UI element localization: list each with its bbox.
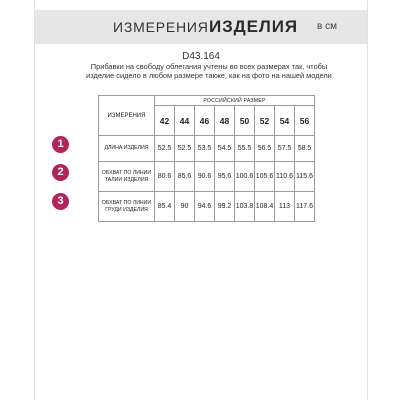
header-measurements: ИЗМЕРЕНИЯ (113, 19, 209, 35)
value-cell: 90.6 (195, 162, 215, 192)
size-header-cell: 42 (155, 106, 175, 136)
fit-note: Прибавки на свободу облегания учтены во всех размерах так, чтобы изделие сидело в любом размере также, как на фото на нашей модели (86, 62, 332, 80)
header-bar (35, 10, 367, 44)
value-cell: 58.5 (295, 136, 315, 162)
value-cell: 57.5 (275, 136, 295, 162)
value-cell: 94.6 (195, 192, 215, 222)
value-cell: 54.5 (215, 136, 235, 162)
russian-size-header: РОССИЙСКИЙ РАЗМЕР (155, 96, 315, 106)
product-code: D43.164 (182, 51, 220, 62)
table-row (99, 136, 315, 162)
table-row (99, 192, 315, 222)
value-cell: 80.6 (155, 162, 175, 192)
measurements-column-header: ИЗМЕРЕНИЯ (99, 96, 155, 136)
value-cell: 99.2 (215, 192, 235, 222)
header-product: ИЗДЕЛИЯ (209, 17, 298, 36)
value-cell: 117.6 (295, 192, 315, 222)
value-cell: 113 (275, 192, 295, 222)
value-cell: 100.6 (235, 162, 255, 192)
row-label: ОБХВАТ ПО ЛИНИИ ТАЛИИ ИЗДЕЛИЯ (99, 162, 155, 192)
size-header-cell: 48 (215, 106, 235, 136)
value-cell: 55.5 (235, 136, 255, 162)
size-header-cell: 44 (175, 106, 195, 136)
header-unit: в см (317, 21, 337, 32)
value-cell: 95.6 (215, 162, 235, 192)
value-cell: 52.5 (175, 136, 195, 162)
table-row (99, 162, 315, 192)
row-2-number-badge: 2 (52, 164, 69, 181)
value-cell: 105.6 (255, 162, 275, 192)
size-table (98, 95, 315, 222)
row-1-number-badge: 1 (52, 136, 69, 153)
value-cell: 103.8 (235, 192, 255, 222)
value-cell: 53.5 (195, 136, 215, 162)
row-label: ДЛИНА ИЗДЕЛИЯ (99, 136, 155, 162)
size-header-cell: 52 (255, 106, 275, 136)
row-3-number-badge: 3 (52, 193, 69, 210)
value-cell: 90 (175, 192, 195, 222)
value-cell: 85.4 (155, 192, 175, 222)
size-header-cell: 54 (275, 106, 295, 136)
value-cell: 110.6 (275, 162, 295, 192)
value-cell: 115.6 (295, 162, 315, 192)
size-header-cell: 50 (235, 106, 255, 136)
value-cell: 56.5 (255, 136, 275, 162)
value-cell: 108.4 (255, 192, 275, 222)
value-cell: 52.5 (155, 136, 175, 162)
value-cell: 85.6 (175, 162, 195, 192)
row-label: ОБХВАТ ПО ЛИНИИ ГРУДИ ИЗДЕЛИЯ (99, 192, 155, 222)
size-header-cell: 46 (195, 106, 215, 136)
size-chart-page (34, 0, 368, 400)
size-header-cell: 56 (295, 106, 315, 136)
